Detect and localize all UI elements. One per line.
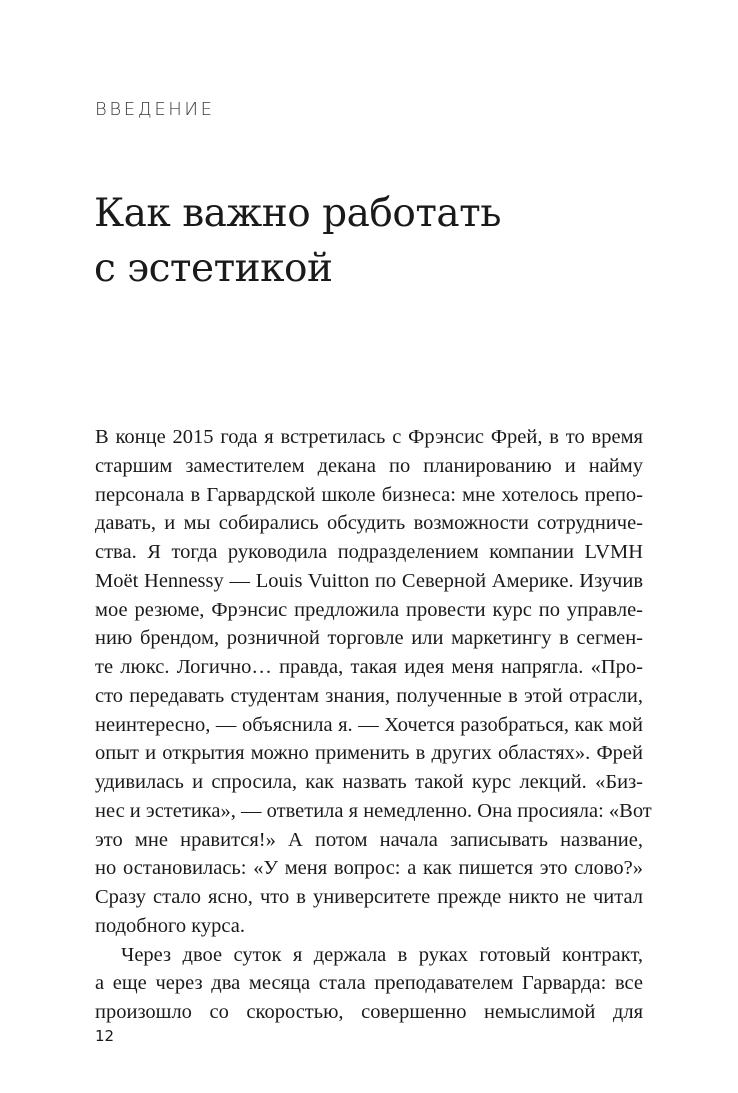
text-line: Moët Hennessy — Louis Vuitton по Северной Америке. Изучив — [95, 569, 643, 592]
text-line: произошло со скоростью, совершенно немыслимой для — [95, 1001, 643, 1023]
text-line: а еще через два месяца стала преподавателем Гарварда: все — [95, 972, 643, 995]
text-line: подобного курса. — [95, 914, 245, 937]
text-line: давать, и мы собирались обсудить возможности сотрудниче- — [95, 512, 643, 535]
text-line: Через двое суток я держала в руках готовый контракт, — [121, 943, 643, 966]
text-line: ства. Я тогда руководила подразделением компании LVMH — [95, 541, 643, 563]
page-number: 12 — [95, 1027, 115, 1045]
text-line: нию брендом, розничной торговле или маркетингу в сегмен- — [95, 627, 643, 650]
text-line: нес и эстетика», — ответила я немедленно. Она просияла: «Вот — [95, 799, 652, 822]
body-text — [95, 423, 652, 1027]
title-line: Как важно работать — [94, 191, 501, 236]
text-line: неинтересно, — объяснила я. — Хочется разобраться, как мой — [95, 713, 643, 736]
text-line: те люкс. Логично… правда, такая идея меня напрягла. «Про- — [95, 656, 643, 678]
text-line: старшим заместителем декана по планированию и найму — [95, 454, 643, 477]
text-line: В конце 2015 года я встретилась с Фрэнсис Фрей, в то время — [95, 426, 643, 448]
text-line: Сразу стало ясно, что в университете прежде никто не читал — [95, 886, 643, 908]
chapter-label: ВВЕДЕНИЕ — [95, 99, 215, 120]
text-line: персонала в Гарвардской школе бизнеса: мне хотелось препо- — [95, 483, 643, 506]
text-line: это мне нравится!» А потом начала записывать название, — [95, 828, 643, 851]
text-line: опыт и открытия можно применить в других областях». Фрей — [95, 742, 643, 765]
chapter-title — [94, 186, 501, 296]
text-line: удивилась и спросила, как назвать такой курс лекций. «Биз- — [95, 771, 643, 793]
text-line: мое резюме, Фрэнсис предложила провести курс по управле- — [95, 598, 643, 621]
text-line: сто передавать студентам знания, полученные в этой отрасли, — [95, 684, 643, 707]
text-line: но остановилась: «У меня вопрос: а как пишется это слово?» — [95, 857, 643, 880]
title-line: с эстетикой — [94, 246, 333, 291]
